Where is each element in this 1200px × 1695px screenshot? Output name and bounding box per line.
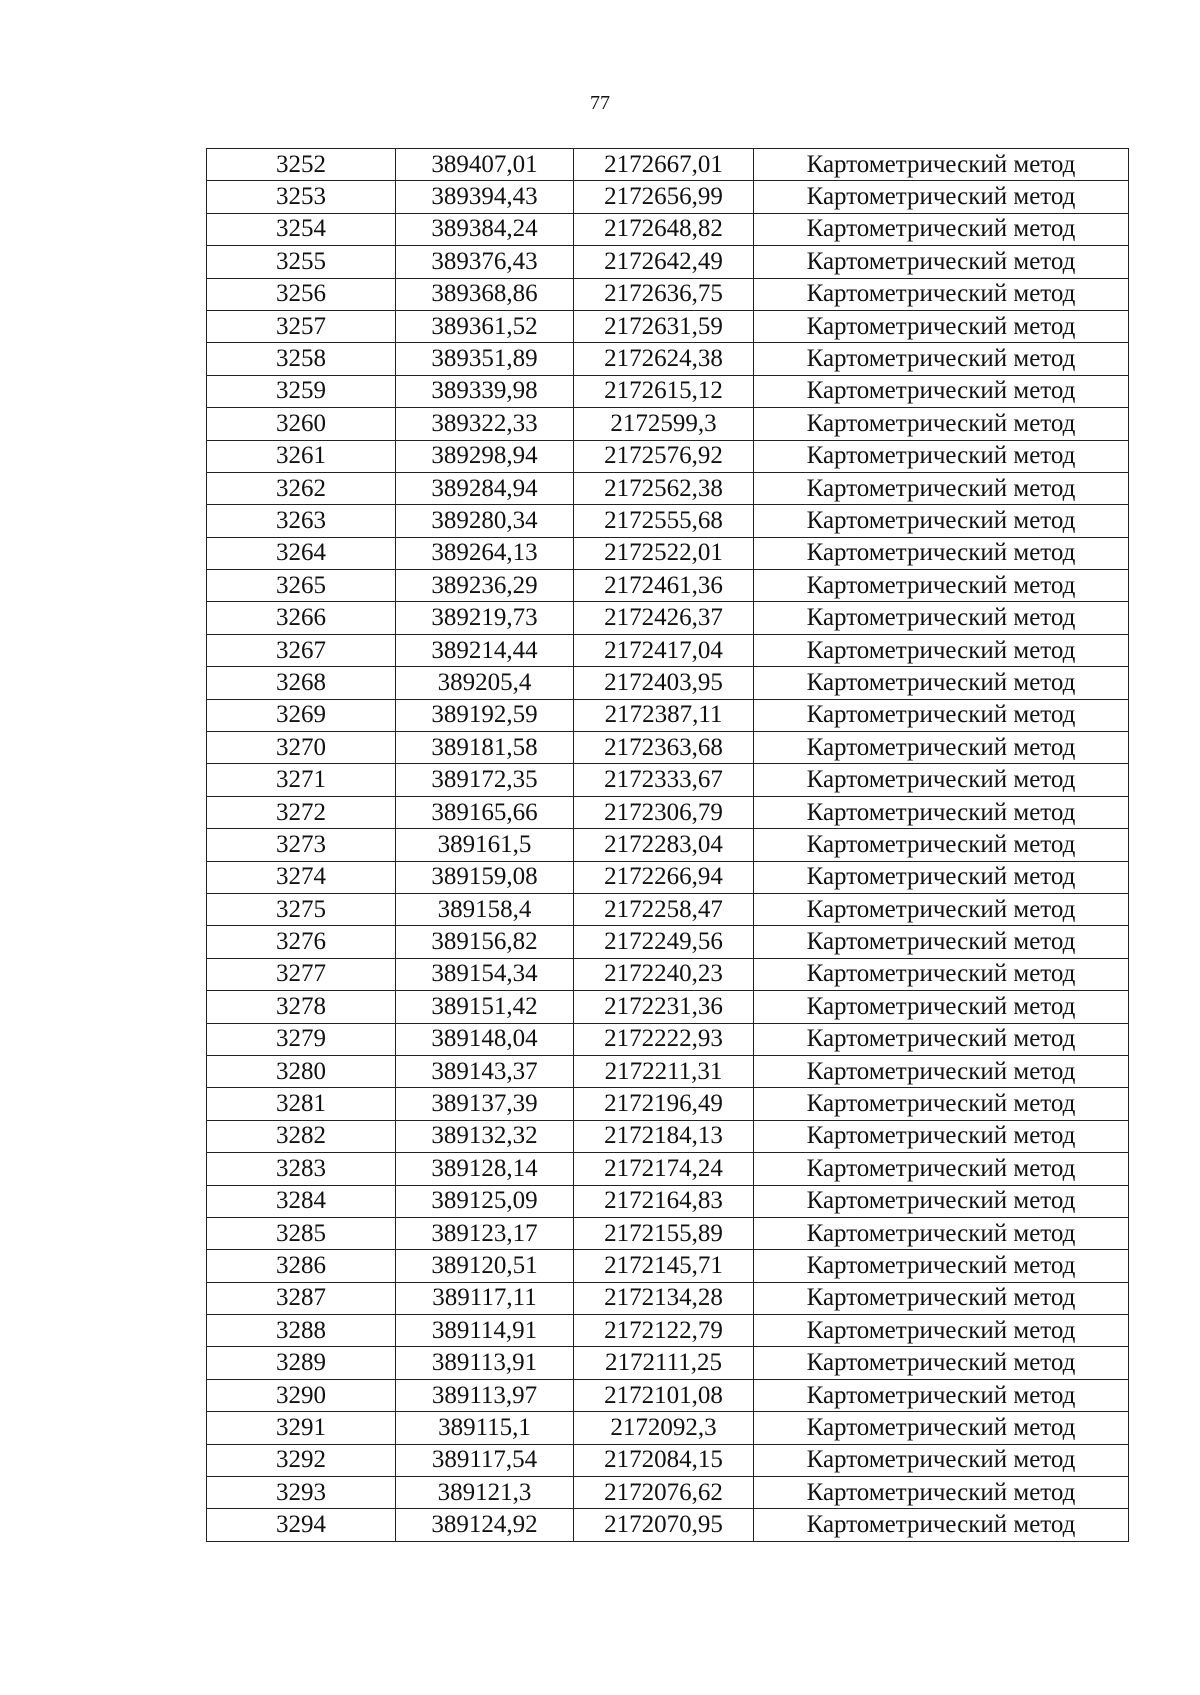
method-cell: Картометрический метод xyxy=(754,699,1129,731)
method-cell: Картометрический метод xyxy=(754,472,1129,504)
x-coordinate-cell: 389120,51 xyxy=(396,1250,574,1282)
table-row xyxy=(207,861,1129,893)
table-row xyxy=(207,246,1129,278)
x-coordinate-cell: 389143,37 xyxy=(396,1055,574,1087)
table-row xyxy=(207,278,1129,310)
y-coordinate-cell: 2172266,94 xyxy=(574,861,754,893)
point-number-cell: 3266 xyxy=(207,602,396,634)
point-number-cell: 3292 xyxy=(207,1444,396,1476)
x-coordinate-cell: 389148,04 xyxy=(396,1023,574,1055)
table-row xyxy=(207,732,1129,764)
y-coordinate-cell: 2172211,31 xyxy=(574,1055,754,1087)
y-coordinate-cell: 2172076,62 xyxy=(574,1477,754,1509)
table-row xyxy=(207,213,1129,245)
point-number-cell: 3280 xyxy=(207,1055,396,1087)
point-number-cell: 3257 xyxy=(207,310,396,342)
x-coordinate-cell: 389137,39 xyxy=(396,1088,574,1120)
method-cell: Картометрический метод xyxy=(754,181,1129,213)
x-coordinate-cell: 389394,43 xyxy=(396,181,574,213)
y-coordinate-cell: 2172184,13 xyxy=(574,1120,754,1152)
y-coordinate-cell: 2172306,79 xyxy=(574,796,754,828)
table-row xyxy=(207,440,1129,472)
table-row xyxy=(207,149,1129,181)
y-coordinate-cell: 2172164,83 xyxy=(574,1185,754,1217)
y-coordinate-cell: 2172636,75 xyxy=(574,278,754,310)
point-number-cell: 3273 xyxy=(207,829,396,861)
point-number-cell: 3254 xyxy=(207,213,396,245)
table-row xyxy=(207,1477,1129,1509)
table-row xyxy=(207,1379,1129,1411)
method-cell: Картометрический метод xyxy=(754,1347,1129,1379)
point-number-cell: 3278 xyxy=(207,991,396,1023)
point-number-cell: 3290 xyxy=(207,1379,396,1411)
x-coordinate-cell: 389322,33 xyxy=(396,408,574,440)
method-cell: Картометрический метод xyxy=(754,1250,1129,1282)
x-coordinate-cell: 389117,11 xyxy=(396,1282,574,1314)
method-cell: Картометрический метод xyxy=(754,1088,1129,1120)
method-cell: Картометрический метод xyxy=(754,1379,1129,1411)
point-number-cell: 3283 xyxy=(207,1153,396,1185)
method-cell: Картометрический метод xyxy=(754,1055,1129,1087)
point-number-cell: 3264 xyxy=(207,537,396,569)
method-cell: Картометрический метод xyxy=(754,764,1129,796)
method-cell: Картометрический метод xyxy=(754,926,1129,958)
method-cell: Картометрический метод xyxy=(754,1153,1129,1185)
x-coordinate-cell: 389114,91 xyxy=(396,1315,574,1347)
y-coordinate-cell: 2172461,36 xyxy=(574,570,754,602)
x-coordinate-cell: 389172,35 xyxy=(396,764,574,796)
point-number-cell: 3271 xyxy=(207,764,396,796)
method-cell: Картометрический метод xyxy=(754,1412,1129,1444)
x-coordinate-cell: 389156,82 xyxy=(396,926,574,958)
point-number-cell: 3277 xyxy=(207,958,396,990)
x-coordinate-cell: 389113,97 xyxy=(396,1379,574,1411)
method-cell: Картометрический метод xyxy=(754,440,1129,472)
method-cell: Картометрический метод xyxy=(754,408,1129,440)
x-coordinate-cell: 389113,91 xyxy=(396,1347,574,1379)
table-row xyxy=(207,893,1129,925)
table-row xyxy=(207,829,1129,861)
x-coordinate-cell: 389159,08 xyxy=(396,861,574,893)
y-coordinate-cell: 2172615,12 xyxy=(574,375,754,407)
x-coordinate-cell: 389368,86 xyxy=(396,278,574,310)
x-coordinate-cell: 389154,34 xyxy=(396,958,574,990)
table-row xyxy=(207,1120,1129,1152)
point-number-cell: 3267 xyxy=(207,634,396,666)
point-number-cell: 3256 xyxy=(207,278,396,310)
table-row xyxy=(207,1412,1129,1444)
table-row xyxy=(207,1153,1129,1185)
table-row xyxy=(207,958,1129,990)
table-row xyxy=(207,1088,1129,1120)
y-coordinate-cell: 2172667,01 xyxy=(574,149,754,181)
point-number-cell: 3270 xyxy=(207,732,396,764)
point-number-cell: 3293 xyxy=(207,1477,396,1509)
point-number-cell: 3265 xyxy=(207,570,396,602)
method-cell: Картометрический метод xyxy=(754,213,1129,245)
table-row xyxy=(207,310,1129,342)
method-cell: Картометрический метод xyxy=(754,375,1129,407)
method-cell: Картометрический метод xyxy=(754,829,1129,861)
table-row xyxy=(207,1250,1129,1282)
method-cell: Картометрический метод xyxy=(754,310,1129,342)
y-coordinate-cell: 2172145,71 xyxy=(574,1250,754,1282)
x-coordinate-cell: 389376,43 xyxy=(396,246,574,278)
x-coordinate-cell: 389407,01 xyxy=(396,149,574,181)
y-coordinate-cell: 2172258,47 xyxy=(574,893,754,925)
method-cell: Картометрический метод xyxy=(754,1185,1129,1217)
x-coordinate-cell: 389165,66 xyxy=(396,796,574,828)
method-cell: Картометрический метод xyxy=(754,796,1129,828)
table-row xyxy=(207,926,1129,958)
method-cell: Картометрический метод xyxy=(754,570,1129,602)
table-row xyxy=(207,991,1129,1023)
y-coordinate-cell: 2172155,89 xyxy=(574,1217,754,1249)
y-coordinate-cell: 2172174,24 xyxy=(574,1153,754,1185)
x-coordinate-cell: 389219,73 xyxy=(396,602,574,634)
method-cell: Картометрический метод xyxy=(754,1217,1129,1249)
x-coordinate-cell: 389158,4 xyxy=(396,893,574,925)
y-coordinate-cell: 2172599,3 xyxy=(574,408,754,440)
x-coordinate-cell: 389298,94 xyxy=(396,440,574,472)
table-row xyxy=(207,408,1129,440)
point-number-cell: 3274 xyxy=(207,861,396,893)
y-coordinate-cell: 2172387,11 xyxy=(574,699,754,731)
point-number-cell: 3259 xyxy=(207,375,396,407)
y-coordinate-cell: 2172417,04 xyxy=(574,634,754,666)
y-coordinate-cell: 2172648,82 xyxy=(574,213,754,245)
point-number-cell: 3269 xyxy=(207,699,396,731)
table-row xyxy=(207,343,1129,375)
coordinates-table-body xyxy=(207,149,1129,1542)
y-coordinate-cell: 2172122,79 xyxy=(574,1315,754,1347)
method-cell: Картометрический метод xyxy=(754,634,1129,666)
table-row xyxy=(207,181,1129,213)
y-coordinate-cell: 2172642,49 xyxy=(574,246,754,278)
method-cell: Картометрический метод xyxy=(754,861,1129,893)
point-number-cell: 3268 xyxy=(207,667,396,699)
x-coordinate-cell: 389151,42 xyxy=(396,991,574,1023)
y-coordinate-cell: 2172363,68 xyxy=(574,732,754,764)
y-coordinate-cell: 2172576,92 xyxy=(574,440,754,472)
x-coordinate-cell: 389361,52 xyxy=(396,310,574,342)
x-coordinate-cell: 389339,98 xyxy=(396,375,574,407)
point-number-cell: 3258 xyxy=(207,343,396,375)
point-number-cell: 3263 xyxy=(207,505,396,537)
y-coordinate-cell: 2172231,36 xyxy=(574,991,754,1023)
y-coordinate-cell: 2172134,28 xyxy=(574,1282,754,1314)
x-coordinate-cell: 389284,94 xyxy=(396,472,574,504)
point-number-cell: 3252 xyxy=(207,149,396,181)
page-number: 77 xyxy=(590,92,610,114)
x-coordinate-cell: 389124,92 xyxy=(396,1509,574,1541)
method-cell: Картометрический метод xyxy=(754,246,1129,278)
y-coordinate-cell: 2172084,15 xyxy=(574,1444,754,1476)
table-row xyxy=(207,1282,1129,1314)
table-row xyxy=(207,1055,1129,1087)
x-coordinate-cell: 389115,1 xyxy=(396,1412,574,1444)
method-cell: Картометрический метод xyxy=(754,278,1129,310)
table-row xyxy=(207,1509,1129,1541)
method-cell: Картометрический метод xyxy=(754,667,1129,699)
table-row xyxy=(207,667,1129,699)
point-number-cell: 3276 xyxy=(207,926,396,958)
method-cell: Картометрический метод xyxy=(754,893,1129,925)
point-number-cell: 3285 xyxy=(207,1217,396,1249)
y-coordinate-cell: 2172426,37 xyxy=(574,602,754,634)
y-coordinate-cell: 2172656,99 xyxy=(574,181,754,213)
x-coordinate-cell: 389384,24 xyxy=(396,213,574,245)
y-coordinate-cell: 2172222,93 xyxy=(574,1023,754,1055)
y-coordinate-cell: 2172111,25 xyxy=(574,1347,754,1379)
point-number-cell: 3261 xyxy=(207,440,396,472)
table-row xyxy=(207,796,1129,828)
table-row xyxy=(207,764,1129,796)
y-coordinate-cell: 2172333,67 xyxy=(574,764,754,796)
table-row xyxy=(207,1185,1129,1217)
point-number-cell: 3286 xyxy=(207,1250,396,1282)
x-coordinate-cell: 389351,89 xyxy=(396,343,574,375)
y-coordinate-cell: 2172240,23 xyxy=(574,958,754,990)
y-coordinate-cell: 2172522,01 xyxy=(574,537,754,569)
table-row xyxy=(207,375,1129,407)
method-cell: Картометрический метод xyxy=(754,1120,1129,1152)
x-coordinate-cell: 389192,59 xyxy=(396,699,574,731)
method-cell: Картометрический метод xyxy=(754,505,1129,537)
x-coordinate-cell: 389181,58 xyxy=(396,732,574,764)
y-coordinate-cell: 2172624,38 xyxy=(574,343,754,375)
point-number-cell: 3287 xyxy=(207,1282,396,1314)
point-number-cell: 3294 xyxy=(207,1509,396,1541)
method-cell: Картометрический метод xyxy=(754,1023,1129,1055)
coordinates-table xyxy=(206,148,1129,1542)
table-row xyxy=(207,1347,1129,1379)
point-number-cell: 3260 xyxy=(207,408,396,440)
method-cell: Картометрический метод xyxy=(754,343,1129,375)
table-row xyxy=(207,1444,1129,1476)
table-row xyxy=(207,472,1129,504)
method-cell: Картометрический метод xyxy=(754,958,1129,990)
table-row xyxy=(207,537,1129,569)
x-coordinate-cell: 389236,29 xyxy=(396,570,574,602)
method-cell: Картометрический метод xyxy=(754,1477,1129,1509)
x-coordinate-cell: 389117,54 xyxy=(396,1444,574,1476)
method-cell: Картометрический метод xyxy=(754,537,1129,569)
point-number-cell: 3284 xyxy=(207,1185,396,1217)
table-row xyxy=(207,1023,1129,1055)
x-coordinate-cell: 389205,4 xyxy=(396,667,574,699)
y-coordinate-cell: 2172555,68 xyxy=(574,505,754,537)
x-coordinate-cell: 389125,09 xyxy=(396,1185,574,1217)
point-number-cell: 3288 xyxy=(207,1315,396,1347)
table-row xyxy=(207,505,1129,537)
x-coordinate-cell: 389128,14 xyxy=(396,1153,574,1185)
method-cell: Картометрический метод xyxy=(754,149,1129,181)
y-coordinate-cell: 2172283,04 xyxy=(574,829,754,861)
x-coordinate-cell: 389121,3 xyxy=(396,1477,574,1509)
table-row xyxy=(207,570,1129,602)
point-number-cell: 3253 xyxy=(207,181,396,213)
x-coordinate-cell: 389280,34 xyxy=(396,505,574,537)
method-cell: Картометрический метод xyxy=(754,602,1129,634)
point-number-cell: 3281 xyxy=(207,1088,396,1120)
point-number-cell: 3272 xyxy=(207,796,396,828)
y-coordinate-cell: 2172196,49 xyxy=(574,1088,754,1120)
table-row xyxy=(207,602,1129,634)
table-row xyxy=(207,699,1129,731)
y-coordinate-cell: 2172403,95 xyxy=(574,667,754,699)
method-cell: Картометрический метод xyxy=(754,732,1129,764)
method-cell: Картометрический метод xyxy=(754,1509,1129,1541)
point-number-cell: 3255 xyxy=(207,246,396,278)
x-coordinate-cell: 389132,32 xyxy=(396,1120,574,1152)
method-cell: Картометрический метод xyxy=(754,1282,1129,1314)
x-coordinate-cell: 389123,17 xyxy=(396,1217,574,1249)
x-coordinate-cell: 389264,13 xyxy=(396,537,574,569)
y-coordinate-cell: 2172249,56 xyxy=(574,926,754,958)
y-coordinate-cell: 2172562,38 xyxy=(574,472,754,504)
y-coordinate-cell: 2172092,3 xyxy=(574,1412,754,1444)
y-coordinate-cell: 2172101,08 xyxy=(574,1379,754,1411)
table-row xyxy=(207,634,1129,666)
method-cell: Картометрический метод xyxy=(754,991,1129,1023)
y-coordinate-cell: 2172631,59 xyxy=(574,310,754,342)
point-number-cell: 3279 xyxy=(207,1023,396,1055)
point-number-cell: 3275 xyxy=(207,893,396,925)
point-number-cell: 3289 xyxy=(207,1347,396,1379)
table-row xyxy=(207,1315,1129,1347)
method-cell: Картометрический метод xyxy=(754,1444,1129,1476)
method-cell: Картометрический метод xyxy=(754,1315,1129,1347)
x-coordinate-cell: 389214,44 xyxy=(396,634,574,666)
x-coordinate-cell: 389161,5 xyxy=(396,829,574,861)
point-number-cell: 3262 xyxy=(207,472,396,504)
table-row xyxy=(207,1217,1129,1249)
point-number-cell: 3282 xyxy=(207,1120,396,1152)
y-coordinate-cell: 2172070,95 xyxy=(574,1509,754,1541)
point-number-cell: 3291 xyxy=(207,1412,396,1444)
